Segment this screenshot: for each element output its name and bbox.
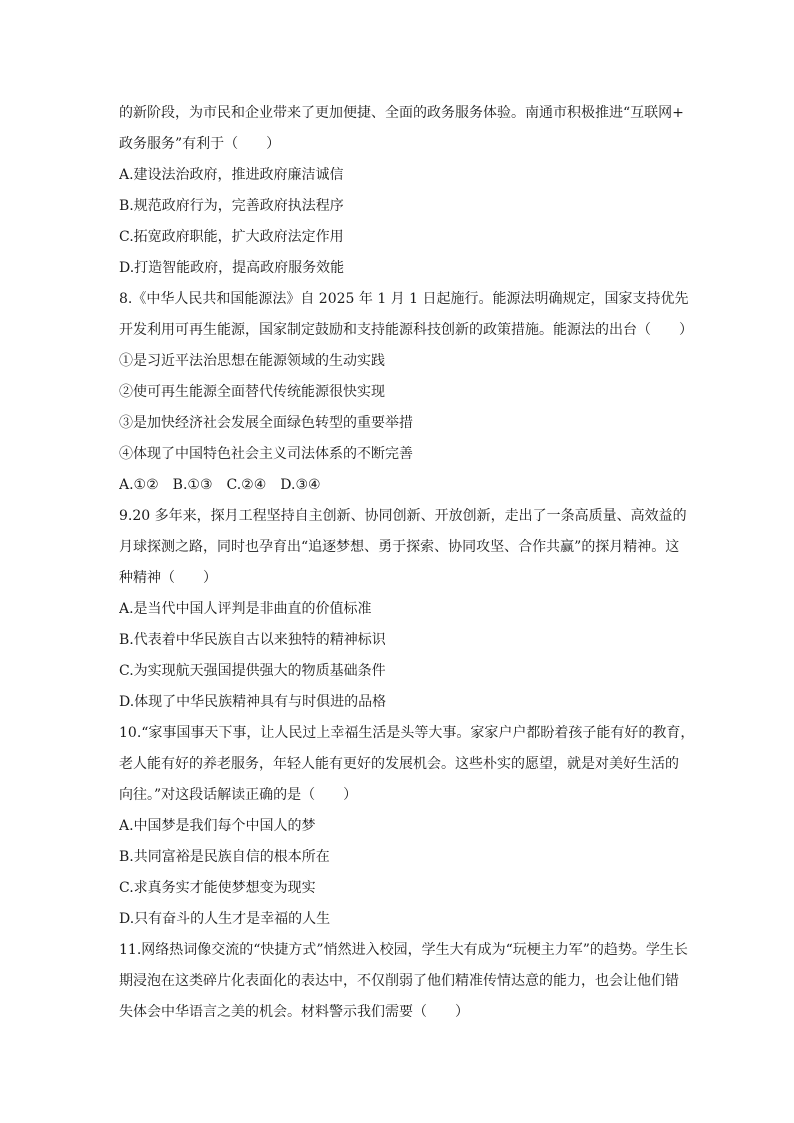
question-9-line: 9.20 多年来，探月工程坚持自主创新、协同创新、开放创新，走出了一条高质量、高效益的 [119, 508, 687, 524]
question-8-line: 8.《中华人民共和国能源法》自 2025 年 1 月 1 日起施行。能源法明确规定，国家支持优先 [119, 291, 689, 307]
option-line: B.代表着中华民族自古以来独特的精神标识 [119, 632, 386, 648]
question-9-line: 种精神（ ） [119, 570, 217, 586]
statement-line: ③是加快经济社会发展全面绿色转型的重要举措 [119, 415, 413, 431]
question-10-line: 向往。”对这段话解读正确的是（ ） [119, 787, 358, 803]
question-9-line: 月球探测之路，同时也孕育出“追逐梦想、勇于探索、协同攻坚、合作共赢”的探月精神。这 [119, 539, 680, 555]
question-8-line: 开发利用可再生能源，国家制定鼓励和支持能源科技创新的政策措施。能源法的出台（ ） [119, 322, 693, 338]
statement-line: ②使可再生能源全面替代传统能源很快实现 [119, 384, 385, 400]
option-line: A.①② B.①③ C.②④ D.③④ [119, 477, 321, 493]
question-11-line: 11.网络热词像交流的“快捷方式”悄然进入校园，学生大有成为“玩梗主力军”的趋势。学生长 [119, 942, 688, 958]
option-line: D.只有奋斗的人生才是幸福的人生 [119, 911, 331, 927]
text-line: 的新阶段，为市民和企业带来了更加便捷、全面的政务服务体验。南通市积极推进“互联网+ [119, 105, 684, 121]
question-10-line: 10.“家事国事天下事，让人民过上幸福生活是头等大事。家家户户都盼着孩子能有好的教育， [119, 725, 695, 741]
option-line: A.中国梦是我们每个中国人的梦 [119, 818, 316, 834]
option-line: C.为实现航天强国提供强大的物质基础条件 [119, 663, 386, 679]
statement-line: ①是习近平法治思想在能源领域的生动实践 [119, 353, 385, 369]
option-line: D.打造智能政府，提高政府服务效能 [119, 260, 345, 276]
statement-line: ④体现了中国特色社会主义司法体系的不断完善 [119, 446, 413, 462]
option-line: B.规范政府行为，完善政府执法程序 [119, 198, 344, 214]
option-line: A.建设法治政府，推进政府廉洁诚信 [119, 167, 344, 183]
option-line: D.体现了中华民族精神具有与时俱进的品格 [119, 694, 387, 710]
option-line: B.共同富裕是民族自信的根本所在 [119, 849, 330, 865]
question-text [119, 98, 699, 1028]
option-line: A.是当代中国人评判是非曲直的价值标准 [119, 601, 372, 617]
question-10-line: 老人能有好的养老服务，年轻人能有更好的发展机会。这些朴实的愿望，就是对美好生活的 [119, 756, 679, 772]
question-11-line: 期浸泡在这类碎片化表面化的表达中，不仅削弱了他们精准传情达意的能力，也会让他们错 [119, 973, 679, 989]
question-11-line: 失体会中华语言之美的机会。材料警示我们需要（ ） [119, 1004, 469, 1020]
option-line: C.求真务实才能使梦想变为现实 [119, 880, 316, 896]
text-line: 政务服务”有利于（ ） [119, 136, 281, 152]
option-line: C.拓宽政府职能，扩大政府法定作用 [119, 229, 344, 245]
